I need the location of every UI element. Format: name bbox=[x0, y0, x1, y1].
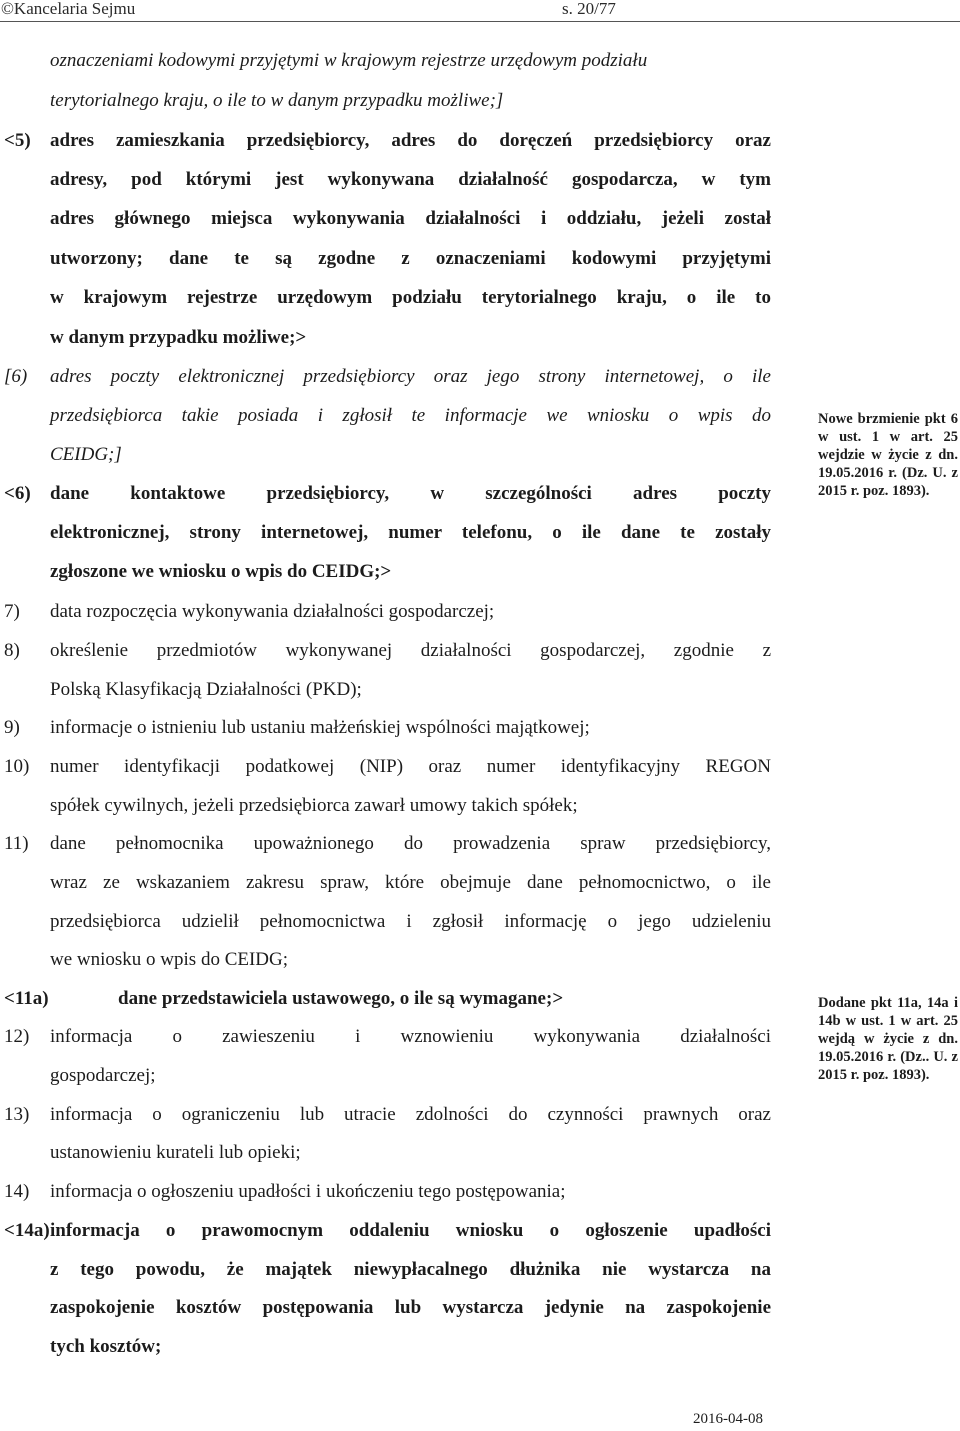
item-number: 7) bbox=[4, 601, 20, 622]
document-line bbox=[0, 640, 800, 662]
line-text: spółek cywilnych, jeżeli przedsiębiorca zawarł umowy takich spółek; bbox=[50, 795, 578, 816]
item-number: 11) bbox=[4, 833, 29, 854]
document-line bbox=[0, 1181, 800, 1203]
item-number: 8) bbox=[4, 640, 20, 661]
document-line bbox=[0, 366, 800, 388]
document-line bbox=[0, 169, 800, 191]
margin-note: Nowe brzmienie pkt 6 w ust. 1 w art. 25 wejdzie w życie z dn. 19.05.2016 r. (Dz. U. z 2015 r. poz. 1893). bbox=[818, 411, 958, 499]
line-text: elektronicznej, strony internetowej, numer telefonu, o ile dane te zostały bbox=[50, 522, 771, 543]
document-line bbox=[0, 483, 800, 505]
line-text: przedsiębiorca udzielił pełnomocnictwa i zgłosił informację o jego udzieleniu bbox=[50, 911, 771, 932]
document-line bbox=[0, 444, 800, 466]
document-line bbox=[0, 601, 800, 623]
item-number: 10) bbox=[4, 756, 30, 777]
document-line bbox=[0, 522, 800, 544]
document-line bbox=[0, 405, 800, 427]
item-number: <5) bbox=[4, 130, 31, 151]
line-text: w krajowym rejestrze urzędowym podziału terytorialnego kraju, o ile to bbox=[50, 287, 771, 308]
line-text: w danym przypadku możliwe;> bbox=[50, 327, 307, 348]
document-line bbox=[0, 90, 800, 112]
document-line bbox=[0, 287, 800, 309]
document-line bbox=[0, 50, 800, 72]
document-line bbox=[0, 911, 800, 933]
margin-note: Dodane pkt 11a, 14a i 14b w ust. 1 w art. 25 wejdą w życie z dn. 19.05.2016 r. (Dz.. U. z 2015 r. poz. 1893). bbox=[818, 995, 958, 1083]
item-number: <6) bbox=[4, 483, 31, 504]
line-text: oznaczeniami kodowymi przyjętymi w krajowym rejestrze urzędowym podziału bbox=[50, 50, 648, 71]
line-text: numer identyfikacji podatkowej (NIP) oraz numer identyfikacyjny REGON bbox=[50, 756, 771, 777]
line-text: zaspokojenie kosztów postępowania lub wystarcza jedynie na zaspokojenie bbox=[50, 1297, 771, 1318]
line-text: z tego powodu, że majątek niewypłacalnego dłużnika nie wystarcza na bbox=[50, 1259, 771, 1280]
line-text: informacja o zawieszeniu i wznowieniu wykonywania działalności bbox=[50, 1026, 771, 1047]
header-publisher: ©Kancelaria Sejmu bbox=[1, 0, 136, 18]
document-line bbox=[0, 1065, 800, 1087]
line-text: dane pełnomocnika upoważnionego do prowadzenia spraw przedsiębiorcy, bbox=[50, 833, 771, 854]
document-line bbox=[0, 1142, 800, 1164]
document-line bbox=[0, 795, 800, 817]
document-line bbox=[0, 872, 800, 894]
item-number: <11a) bbox=[4, 988, 49, 1009]
line-text: informacje o istnieniu lub ustaniu małżeńskiej wspólności majątkowej; bbox=[50, 717, 590, 738]
line-text: informacja o ograniczeniu lub utracie zdolności do czynności prawnych oraz bbox=[50, 1104, 771, 1125]
document-line bbox=[0, 1297, 800, 1319]
item-number: [6) bbox=[4, 366, 28, 387]
footer-date: 2016-04-08 bbox=[693, 1411, 763, 1427]
item-number: 9) bbox=[4, 717, 20, 738]
document-line bbox=[0, 1104, 800, 1126]
document-line bbox=[0, 717, 800, 739]
document-line bbox=[0, 248, 800, 270]
line-text: adres poczty elektronicznej przedsiębiorcy oraz jego strony internetowej, o ile bbox=[50, 366, 771, 387]
line-text: CEIDG;] bbox=[50, 444, 122, 465]
header-page-number: s. 20/77 bbox=[562, 0, 616, 18]
document-line bbox=[0, 949, 800, 971]
document-line bbox=[0, 679, 800, 701]
line-text: terytorialnego kraju, o ile to w danym przypadku możliwe;] bbox=[50, 90, 504, 111]
line-text: data rozpoczęcia wykonywania działalności gospodarczej; bbox=[50, 601, 495, 622]
document-line bbox=[0, 1220, 800, 1242]
line-text: we wniosku o wpis do CEIDG; bbox=[50, 949, 289, 970]
line-text: adres zamieszkania przedsiębiorcy, adres do doręczeń przedsiębiorcy oraz bbox=[50, 130, 771, 151]
document-line bbox=[0, 327, 800, 349]
document-line bbox=[0, 756, 800, 778]
line-text: ustanowieniu kurateli lub opieki; bbox=[50, 1142, 301, 1163]
line-text: tych kosztów; bbox=[50, 1336, 162, 1357]
line-text: adres głównego miejsca wykonywania działalności i oddziału, jeżeli został bbox=[50, 208, 771, 229]
document-line bbox=[0, 833, 800, 855]
line-text: Polską Klasyfikacją Działalności (PKD); bbox=[50, 679, 362, 700]
item-number: 12) bbox=[4, 1026, 30, 1047]
line-text: przedsiębiorca takie posiada i zgłosił te informacje we wniosku o wpis do bbox=[50, 405, 771, 426]
line-text: dane przedstawiciela ustawowego, o ile są wymagane;> bbox=[118, 988, 564, 1009]
document-line bbox=[0, 1336, 800, 1358]
line-text: informacja o ogłoszeniu upadłości i ukończeniu tego postępowania; bbox=[50, 1181, 566, 1202]
line-text: adresy, pod którymi jest wykonywana działalność gospodarcza, w tym bbox=[50, 169, 771, 190]
line-text: wraz ze wskazaniem zakresu spraw, które obejmuje dane pełnomocnictwo, o ile bbox=[50, 872, 771, 893]
document-line bbox=[0, 988, 800, 1010]
document-line bbox=[0, 208, 800, 230]
line-text: gospodarczej; bbox=[50, 1065, 156, 1086]
line-text: dane kontaktowe przedsiębiorcy, w szczególności adres poczty bbox=[50, 483, 771, 504]
line-text: utworzony; dane te są zgodne z oznaczeniami kodowymi przyjętymi bbox=[50, 248, 771, 269]
document-line bbox=[0, 130, 800, 152]
item-number: 14) bbox=[4, 1181, 30, 1202]
document-line bbox=[0, 1026, 800, 1048]
document-line bbox=[0, 561, 800, 583]
item-number: 13) bbox=[4, 1104, 30, 1125]
item-number: <14a) bbox=[4, 1220, 50, 1241]
line-text: określenie przedmiotów wykonywanej działalności gospodarczej, zgodnie z bbox=[50, 640, 771, 661]
line-text: informacja o prawomocnym oddaleniu wniosku o ogłoszenie upadłości bbox=[50, 1220, 771, 1241]
header-rule bbox=[0, 21, 960, 22]
line-text: zgłoszone we wniosku o wpis do CEIDG;> bbox=[50, 561, 392, 582]
document-line bbox=[0, 1259, 800, 1281]
